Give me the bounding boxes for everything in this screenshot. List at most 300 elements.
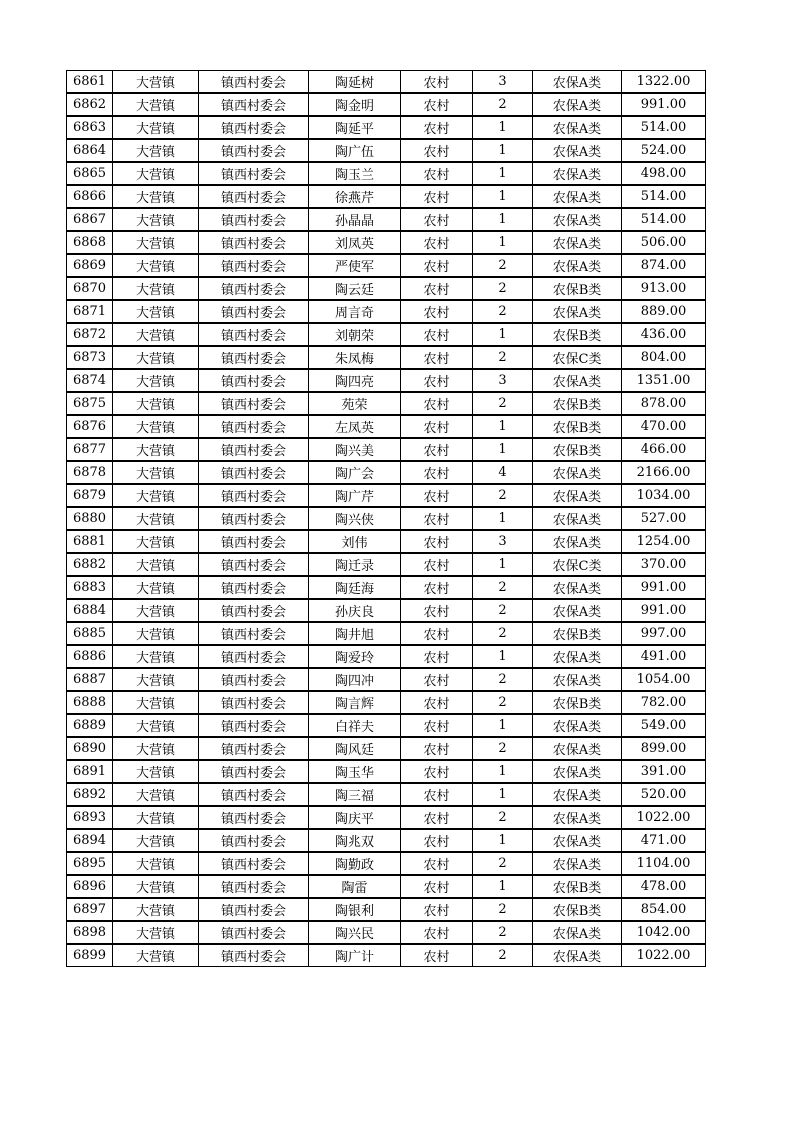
cell-amount: 878.00	[621, 392, 706, 415]
cell-serial-number: 6894	[66, 829, 112, 852]
cell-household-type: 农村	[400, 231, 472, 254]
table-row	[66, 277, 706, 300]
cell-town: 大营镇	[112, 208, 198, 231]
table-row	[66, 852, 706, 875]
cell-amount: 874.00	[621, 254, 706, 277]
table-row	[66, 783, 706, 806]
cell-household-type: 农村	[400, 530, 472, 553]
cell-person-count: 2	[472, 300, 532, 323]
cell-town: 大营镇	[112, 737, 198, 760]
cell-insurance-category: 农保A类	[532, 852, 621, 875]
cell-insurance-category: 农保A类	[532, 921, 621, 944]
cell-person-name: 陶言辉	[308, 691, 400, 714]
table-row	[66, 691, 706, 714]
cell-household-type: 农村	[400, 599, 472, 622]
cell-household-type: 农村	[400, 714, 472, 737]
table-row	[66, 231, 706, 254]
cell-serial-number: 6896	[66, 875, 112, 898]
cell-town: 大营镇	[112, 829, 198, 852]
cell-serial-number: 6880	[66, 507, 112, 530]
cell-person-count: 2	[472, 668, 532, 691]
cell-amount: 899.00	[621, 737, 706, 760]
table-row	[66, 323, 706, 346]
cell-town: 大营镇	[112, 691, 198, 714]
cell-amount: 520.00	[621, 783, 706, 806]
cell-serial-number: 6892	[66, 783, 112, 806]
cell-amount: 1322.00	[621, 70, 706, 93]
cell-person-name: 陶四冲	[308, 668, 400, 691]
cell-town: 大营镇	[112, 300, 198, 323]
table-row	[66, 599, 706, 622]
cell-insurance-category: 农保A类	[532, 139, 621, 162]
cell-insurance-category: 农保B类	[532, 875, 621, 898]
cell-person-name: 陶玉华	[308, 760, 400, 783]
cell-person-name: 陶井旭	[308, 622, 400, 645]
cell-household-type: 农村	[400, 369, 472, 392]
cell-insurance-category: 农保A类	[532, 668, 621, 691]
cell-household-type: 农村	[400, 783, 472, 806]
table-row	[66, 576, 706, 599]
cell-amount: 478.00	[621, 875, 706, 898]
cell-town: 大营镇	[112, 507, 198, 530]
cell-person-name: 孙庆良	[308, 599, 400, 622]
cell-amount: 1042.00	[621, 921, 706, 944]
cell-insurance-category: 农保A类	[532, 645, 621, 668]
cell-serial-number: 6888	[66, 691, 112, 714]
cell-person-count: 2	[472, 277, 532, 300]
cell-serial-number: 6870	[66, 277, 112, 300]
cell-town: 大营镇	[112, 760, 198, 783]
cell-village-committee: 镇西村委会	[198, 829, 308, 852]
cell-household-type: 农村	[400, 392, 472, 415]
cell-person-name: 徐燕芹	[308, 185, 400, 208]
cell-amount: 991.00	[621, 599, 706, 622]
cell-person-count: 1	[472, 507, 532, 530]
cell-insurance-category: 农保B类	[532, 277, 621, 300]
cell-amount: 1104.00	[621, 852, 706, 875]
cell-insurance-category: 农保B类	[532, 898, 621, 921]
cell-serial-number: 6875	[66, 392, 112, 415]
cell-town: 大营镇	[112, 461, 198, 484]
cell-person-count: 2	[472, 392, 532, 415]
cell-person-count: 2	[472, 691, 532, 714]
cell-amount: 1022.00	[621, 944, 706, 967]
cell-person-count: 1	[472, 139, 532, 162]
cell-village-committee: 镇西村委会	[198, 231, 308, 254]
pension-benefits-table	[66, 70, 706, 967]
cell-household-type: 农村	[400, 484, 472, 507]
cell-amount: 997.00	[621, 622, 706, 645]
cell-village-committee: 镇西村委会	[198, 162, 308, 185]
cell-person-name: 朱凤梅	[308, 346, 400, 369]
cell-village-committee: 镇西村委会	[198, 645, 308, 668]
cell-amount: 514.00	[621, 116, 706, 139]
cell-person-count: 1	[472, 185, 532, 208]
cell-person-count: 2	[472, 622, 532, 645]
cell-town: 大营镇	[112, 484, 198, 507]
cell-household-type: 农村	[400, 576, 472, 599]
cell-village-committee: 镇西村委会	[198, 737, 308, 760]
cell-amount: 391.00	[621, 760, 706, 783]
cell-town: 大营镇	[112, 645, 198, 668]
cell-town: 大营镇	[112, 944, 198, 967]
table-row	[66, 921, 706, 944]
cell-town: 大营镇	[112, 93, 198, 116]
cell-amount: 514.00	[621, 185, 706, 208]
cell-amount: 527.00	[621, 507, 706, 530]
cell-serial-number: 6899	[66, 944, 112, 967]
cell-person-name: 陶爱玲	[308, 645, 400, 668]
cell-town: 大营镇	[112, 346, 198, 369]
cell-town: 大营镇	[112, 139, 198, 162]
cell-amount: 370.00	[621, 553, 706, 576]
cell-household-type: 农村	[400, 760, 472, 783]
cell-serial-number: 6863	[66, 116, 112, 139]
cell-serial-number: 6890	[66, 737, 112, 760]
cell-insurance-category: 农保C类	[532, 553, 621, 576]
cell-household-type: 农村	[400, 668, 472, 691]
cell-insurance-category: 农保C类	[532, 346, 621, 369]
cell-town: 大营镇	[112, 921, 198, 944]
cell-serial-number: 6883	[66, 576, 112, 599]
cell-person-name: 陶延树	[308, 70, 400, 93]
cell-household-type: 农村	[400, 323, 472, 346]
cell-serial-number: 6861	[66, 70, 112, 93]
cell-village-committee: 镇西村委会	[198, 714, 308, 737]
table-row	[66, 300, 706, 323]
cell-amount: 804.00	[621, 346, 706, 369]
cell-insurance-category: 农保A类	[532, 185, 621, 208]
cell-town: 大营镇	[112, 70, 198, 93]
cell-town: 大营镇	[112, 622, 198, 645]
cell-village-committee: 镇西村委会	[198, 622, 308, 645]
cell-amount: 991.00	[621, 93, 706, 116]
cell-serial-number: 6882	[66, 553, 112, 576]
table-row	[66, 530, 706, 553]
cell-amount: 471.00	[621, 829, 706, 852]
cell-household-type: 农村	[400, 254, 472, 277]
cell-insurance-category: 农保B类	[532, 691, 621, 714]
cell-person-name: 陶勤政	[308, 852, 400, 875]
cell-insurance-category: 农保B类	[532, 323, 621, 346]
cell-person-count: 2	[472, 599, 532, 622]
cell-village-committee: 镇西村委会	[198, 461, 308, 484]
cell-insurance-category: 农保A类	[532, 116, 621, 139]
cell-village-committee: 镇西村委会	[198, 93, 308, 116]
cell-town: 大营镇	[112, 806, 198, 829]
cell-person-count: 2	[472, 944, 532, 967]
cell-insurance-category: 农保A类	[532, 93, 621, 116]
cell-insurance-category: 农保A类	[532, 829, 621, 852]
cell-person-count: 2	[472, 737, 532, 760]
cell-serial-number: 6872	[66, 323, 112, 346]
cell-town: 大营镇	[112, 668, 198, 691]
cell-serial-number: 6862	[66, 93, 112, 116]
table-row	[66, 806, 706, 829]
table-row	[66, 208, 706, 231]
cell-serial-number: 6867	[66, 208, 112, 231]
cell-household-type: 农村	[400, 461, 472, 484]
cell-amount: 1254.00	[621, 530, 706, 553]
cell-amount: 889.00	[621, 300, 706, 323]
cell-village-committee: 镇西村委会	[198, 691, 308, 714]
cell-person-count: 2	[472, 898, 532, 921]
table-row	[66, 139, 706, 162]
table-row	[66, 553, 706, 576]
table-row	[66, 668, 706, 691]
cell-village-committee: 镇西村委会	[198, 484, 308, 507]
cell-serial-number: 6878	[66, 461, 112, 484]
cell-insurance-category: 农保B类	[532, 438, 621, 461]
cell-household-type: 农村	[400, 70, 472, 93]
cell-amount: 498.00	[621, 162, 706, 185]
cell-town: 大营镇	[112, 576, 198, 599]
table-row	[66, 185, 706, 208]
table-row	[66, 461, 706, 484]
cell-insurance-category: 农保A类	[532, 576, 621, 599]
cell-town: 大营镇	[112, 875, 198, 898]
table-row	[66, 829, 706, 852]
cell-household-type: 农村	[400, 875, 472, 898]
cell-person-name: 陶庆平	[308, 806, 400, 829]
cell-village-committee: 镇西村委会	[198, 875, 308, 898]
cell-amount: 2166.00	[621, 461, 706, 484]
cell-person-name: 白祥夫	[308, 714, 400, 737]
cell-serial-number: 6884	[66, 599, 112, 622]
table-row	[66, 507, 706, 530]
cell-person-count: 2	[472, 576, 532, 599]
cell-town: 大营镇	[112, 599, 198, 622]
cell-village-committee: 镇西村委会	[198, 530, 308, 553]
cell-amount: 466.00	[621, 438, 706, 461]
cell-person-name: 陶兴民	[308, 921, 400, 944]
cell-household-type: 农村	[400, 300, 472, 323]
cell-serial-number: 6865	[66, 162, 112, 185]
cell-person-name: 周言奇	[308, 300, 400, 323]
cell-insurance-category: 农保B类	[532, 622, 621, 645]
cell-household-type: 农村	[400, 852, 472, 875]
cell-person-count: 1	[472, 231, 532, 254]
cell-village-committee: 镇西村委会	[198, 553, 308, 576]
cell-insurance-category: 农保A类	[532, 806, 621, 829]
cell-person-count: 1	[472, 875, 532, 898]
table-row	[66, 760, 706, 783]
cell-town: 大营镇	[112, 116, 198, 139]
cell-village-committee: 镇西村委会	[198, 898, 308, 921]
cell-town: 大营镇	[112, 185, 198, 208]
cell-insurance-category: 农保A类	[532, 231, 621, 254]
cell-insurance-category: 农保B类	[532, 392, 621, 415]
cell-town: 大营镇	[112, 852, 198, 875]
table-row	[66, 392, 706, 415]
cell-serial-number: 6895	[66, 852, 112, 875]
cell-amount: 549.00	[621, 714, 706, 737]
table-body	[66, 70, 706, 967]
table-row	[66, 369, 706, 392]
cell-person-count: 2	[472, 93, 532, 116]
cell-household-type: 农村	[400, 438, 472, 461]
table-row	[66, 438, 706, 461]
cell-amount: 913.00	[621, 277, 706, 300]
cell-village-committee: 镇西村委会	[198, 415, 308, 438]
table-row	[66, 162, 706, 185]
table-row	[66, 714, 706, 737]
cell-insurance-category: 农保A类	[532, 369, 621, 392]
cell-town: 大营镇	[112, 415, 198, 438]
cell-village-committee: 镇西村委会	[198, 944, 308, 967]
cell-insurance-category: 农保A类	[532, 714, 621, 737]
cell-serial-number: 6869	[66, 254, 112, 277]
cell-village-committee: 镇西村委会	[198, 438, 308, 461]
cell-insurance-category: 农保A类	[532, 162, 621, 185]
table-row	[66, 645, 706, 668]
cell-village-committee: 镇西村委会	[198, 116, 308, 139]
cell-person-count: 3	[472, 369, 532, 392]
cell-village-committee: 镇西村委会	[198, 139, 308, 162]
cell-serial-number: 6868	[66, 231, 112, 254]
cell-serial-number: 6886	[66, 645, 112, 668]
cell-household-type: 农村	[400, 898, 472, 921]
cell-person-count: 1	[472, 829, 532, 852]
cell-amount: 1022.00	[621, 806, 706, 829]
cell-amount: 991.00	[621, 576, 706, 599]
cell-person-name: 陶金明	[308, 93, 400, 116]
table-row	[66, 254, 706, 277]
cell-household-type: 农村	[400, 737, 472, 760]
cell-person-name: 严使军	[308, 254, 400, 277]
cell-village-committee: 镇西村委会	[198, 208, 308, 231]
cell-serial-number: 6873	[66, 346, 112, 369]
cell-household-type: 农村	[400, 944, 472, 967]
cell-serial-number: 6898	[66, 921, 112, 944]
cell-person-name: 陶四亮	[308, 369, 400, 392]
cell-village-committee: 镇西村委会	[198, 323, 308, 346]
cell-serial-number: 6891	[66, 760, 112, 783]
cell-amount: 1034.00	[621, 484, 706, 507]
cell-insurance-category: 农保A类	[532, 461, 621, 484]
cell-insurance-category: 农保A类	[532, 760, 621, 783]
cell-amount: 436.00	[621, 323, 706, 346]
cell-town: 大营镇	[112, 530, 198, 553]
cell-amount: 1351.00	[621, 369, 706, 392]
cell-person-name: 陶兴美	[308, 438, 400, 461]
cell-person-name: 陶延平	[308, 116, 400, 139]
table-row	[66, 415, 706, 438]
cell-serial-number: 6881	[66, 530, 112, 553]
cell-person-count: 1	[472, 415, 532, 438]
table-row	[66, 93, 706, 116]
cell-person-name: 苑荣	[308, 392, 400, 415]
cell-insurance-category: 农保A类	[532, 484, 621, 507]
table-row	[66, 622, 706, 645]
cell-amount: 506.00	[621, 231, 706, 254]
cell-person-name: 陶广伍	[308, 139, 400, 162]
cell-serial-number: 6879	[66, 484, 112, 507]
cell-insurance-category: 农保A类	[532, 70, 621, 93]
cell-person-name: 陶广计	[308, 944, 400, 967]
cell-person-name: 陶兆双	[308, 829, 400, 852]
cell-household-type: 农村	[400, 139, 472, 162]
cell-household-type: 农村	[400, 185, 472, 208]
cell-household-type: 农村	[400, 507, 472, 530]
cell-person-name: 左凤英	[308, 415, 400, 438]
cell-amount: 470.00	[621, 415, 706, 438]
cell-serial-number: 6871	[66, 300, 112, 323]
cell-person-count: 1	[472, 783, 532, 806]
cell-person-name: 陶银利	[308, 898, 400, 921]
cell-household-type: 农村	[400, 622, 472, 645]
cell-serial-number: 6893	[66, 806, 112, 829]
cell-serial-number: 6877	[66, 438, 112, 461]
table-row	[66, 484, 706, 507]
cell-amount: 491.00	[621, 645, 706, 668]
cell-person-name: 刘伟	[308, 530, 400, 553]
cell-town: 大营镇	[112, 714, 198, 737]
cell-person-count: 2	[472, 484, 532, 507]
cell-person-name: 陶兴侠	[308, 507, 400, 530]
cell-insurance-category: 农保A类	[532, 599, 621, 622]
cell-household-type: 农村	[400, 415, 472, 438]
cell-town: 大营镇	[112, 277, 198, 300]
cell-person-count: 1	[472, 714, 532, 737]
cell-town: 大营镇	[112, 231, 198, 254]
table-row	[66, 70, 706, 93]
cell-person-name: 陶三福	[308, 783, 400, 806]
cell-village-committee: 镇西村委会	[198, 277, 308, 300]
cell-insurance-category: 农保A类	[532, 944, 621, 967]
cell-person-count: 1	[472, 760, 532, 783]
cell-person-count: 3	[472, 530, 532, 553]
cell-person-name: 陶广芹	[308, 484, 400, 507]
cell-serial-number: 6887	[66, 668, 112, 691]
cell-household-type: 农村	[400, 691, 472, 714]
cell-serial-number: 6866	[66, 185, 112, 208]
cell-amount: 524.00	[621, 139, 706, 162]
cell-village-committee: 镇西村委会	[198, 783, 308, 806]
cell-town: 大营镇	[112, 783, 198, 806]
cell-household-type: 农村	[400, 806, 472, 829]
table-row	[66, 898, 706, 921]
cell-person-count: 1	[472, 323, 532, 346]
cell-household-type: 农村	[400, 277, 472, 300]
cell-serial-number: 6885	[66, 622, 112, 645]
cell-town: 大营镇	[112, 323, 198, 346]
cell-household-type: 农村	[400, 645, 472, 668]
cell-person-name: 陶云廷	[308, 277, 400, 300]
cell-serial-number: 6864	[66, 139, 112, 162]
cell-person-name: 陶廷海	[308, 576, 400, 599]
cell-person-count: 2	[472, 806, 532, 829]
cell-amount: 782.00	[621, 691, 706, 714]
cell-insurance-category: 农保A类	[532, 300, 621, 323]
cell-person-count: 2	[472, 346, 532, 369]
cell-insurance-category: 农保A类	[532, 507, 621, 530]
cell-person-count: 1	[472, 162, 532, 185]
cell-village-committee: 镇西村委会	[198, 806, 308, 829]
table-row	[66, 737, 706, 760]
cell-person-name: 刘凤英	[308, 231, 400, 254]
cell-person-name: 陶雷	[308, 875, 400, 898]
cell-village-committee: 镇西村委会	[198, 185, 308, 208]
table-row	[66, 875, 706, 898]
cell-person-name: 刘朝荣	[308, 323, 400, 346]
cell-person-count: 1	[472, 645, 532, 668]
cell-person-count: 3	[472, 70, 532, 93]
cell-insurance-category: 农保A类	[532, 530, 621, 553]
table-row	[66, 116, 706, 139]
table-row	[66, 944, 706, 967]
cell-serial-number: 6874	[66, 369, 112, 392]
